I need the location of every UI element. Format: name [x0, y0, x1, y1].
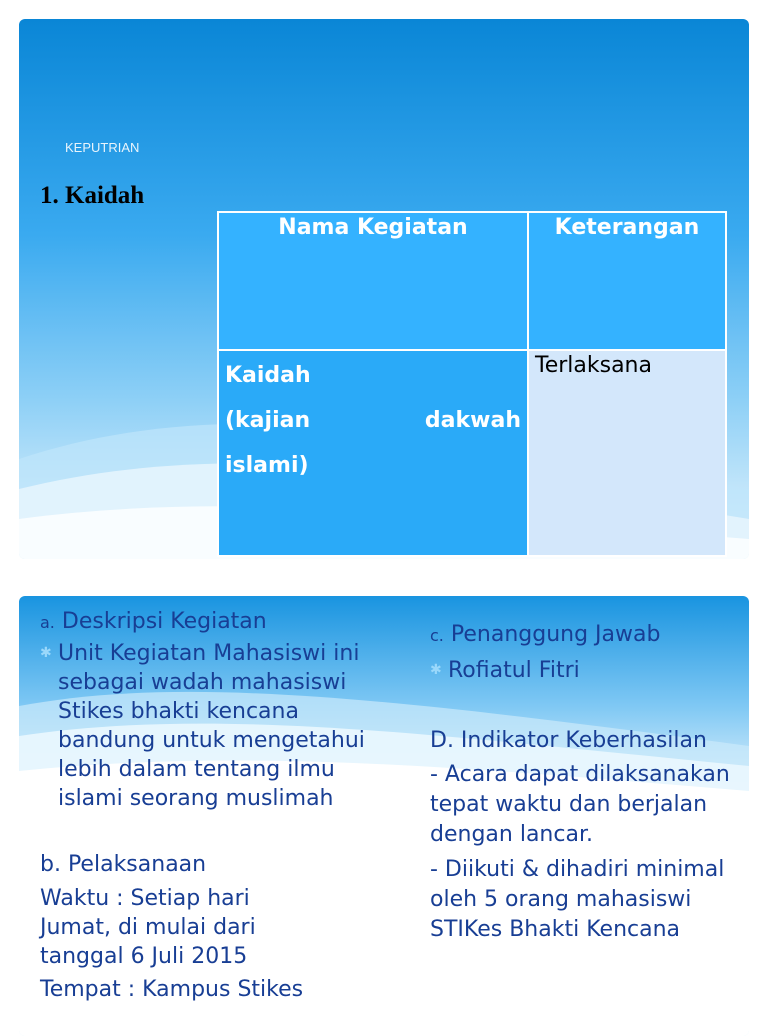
section-b-tempat: Tempat : Kampus Stikes: [40, 977, 304, 1002]
slide-heading: 1. Kaidah: [40, 182, 145, 209]
section-c-person: Rofiatul Fitri: [448, 658, 580, 683]
left-column: [40, 607, 370, 1004]
section-a-title-line: [40, 607, 370, 637]
section-d-title: D. Indikator Keberhasilan: [430, 728, 707, 753]
section-b-waktu: Waktu : Setiap hari Jumat, di mulai dari tanggal 6 Juli 2015: [40, 886, 256, 969]
section-a-letter: a.: [40, 613, 55, 632]
cell-line: Kaidah: [225, 363, 311, 388]
table-row: [218, 350, 726, 556]
right-column: [430, 620, 730, 945]
header-nama-kegiatan: Nama Kegiatan: [218, 212, 528, 350]
table-header-row: [218, 212, 726, 350]
section-b-title: b. Pelaksanaan: [40, 852, 207, 877]
section-c-title: Penanggung Jawab: [450, 622, 661, 647]
section-a-title: Deskripsi Kegiatan: [61, 609, 267, 634]
section-c-letter: c.: [430, 626, 444, 645]
activity-table: [217, 211, 727, 557]
section-label: KEPUTRIAN: [65, 140, 140, 155]
cell-line: islami): [225, 453, 309, 478]
section-d-item-2: - Diikuti & dihadiri minimal oleh 5 orang mahasiswi STIKes Bhakti Kencana: [430, 857, 725, 942]
cell-line: (kajian dakwah: [225, 408, 521, 433]
section-c-bullet: [430, 656, 730, 685]
section-d-item-1: - Acara dapat dilaksanakan tepat waktu dan berjalan dengan lancar.: [430, 762, 730, 847]
bullet-star-icon: ✱: [430, 662, 442, 678]
cell-keterangan: Terlaksana: [528, 350, 726, 556]
section-a-text: Unit Kegiatan Mahasiswi ini sebagai wadah mahasiswi Stikes bhakti kencana bandung untuk mengetahui lebih dalam tentang ilmu islami seorang muslimah: [58, 641, 365, 811]
bullet-star-icon: ✱: [40, 645, 52, 661]
section-c-title-line: [430, 620, 730, 650]
slide-kaidah: [19, 19, 749, 559]
header-keterangan: Keterangan: [528, 212, 726, 350]
section-a-bullet: [40, 639, 370, 813]
cell-nama-kegiatan: [218, 350, 528, 556]
